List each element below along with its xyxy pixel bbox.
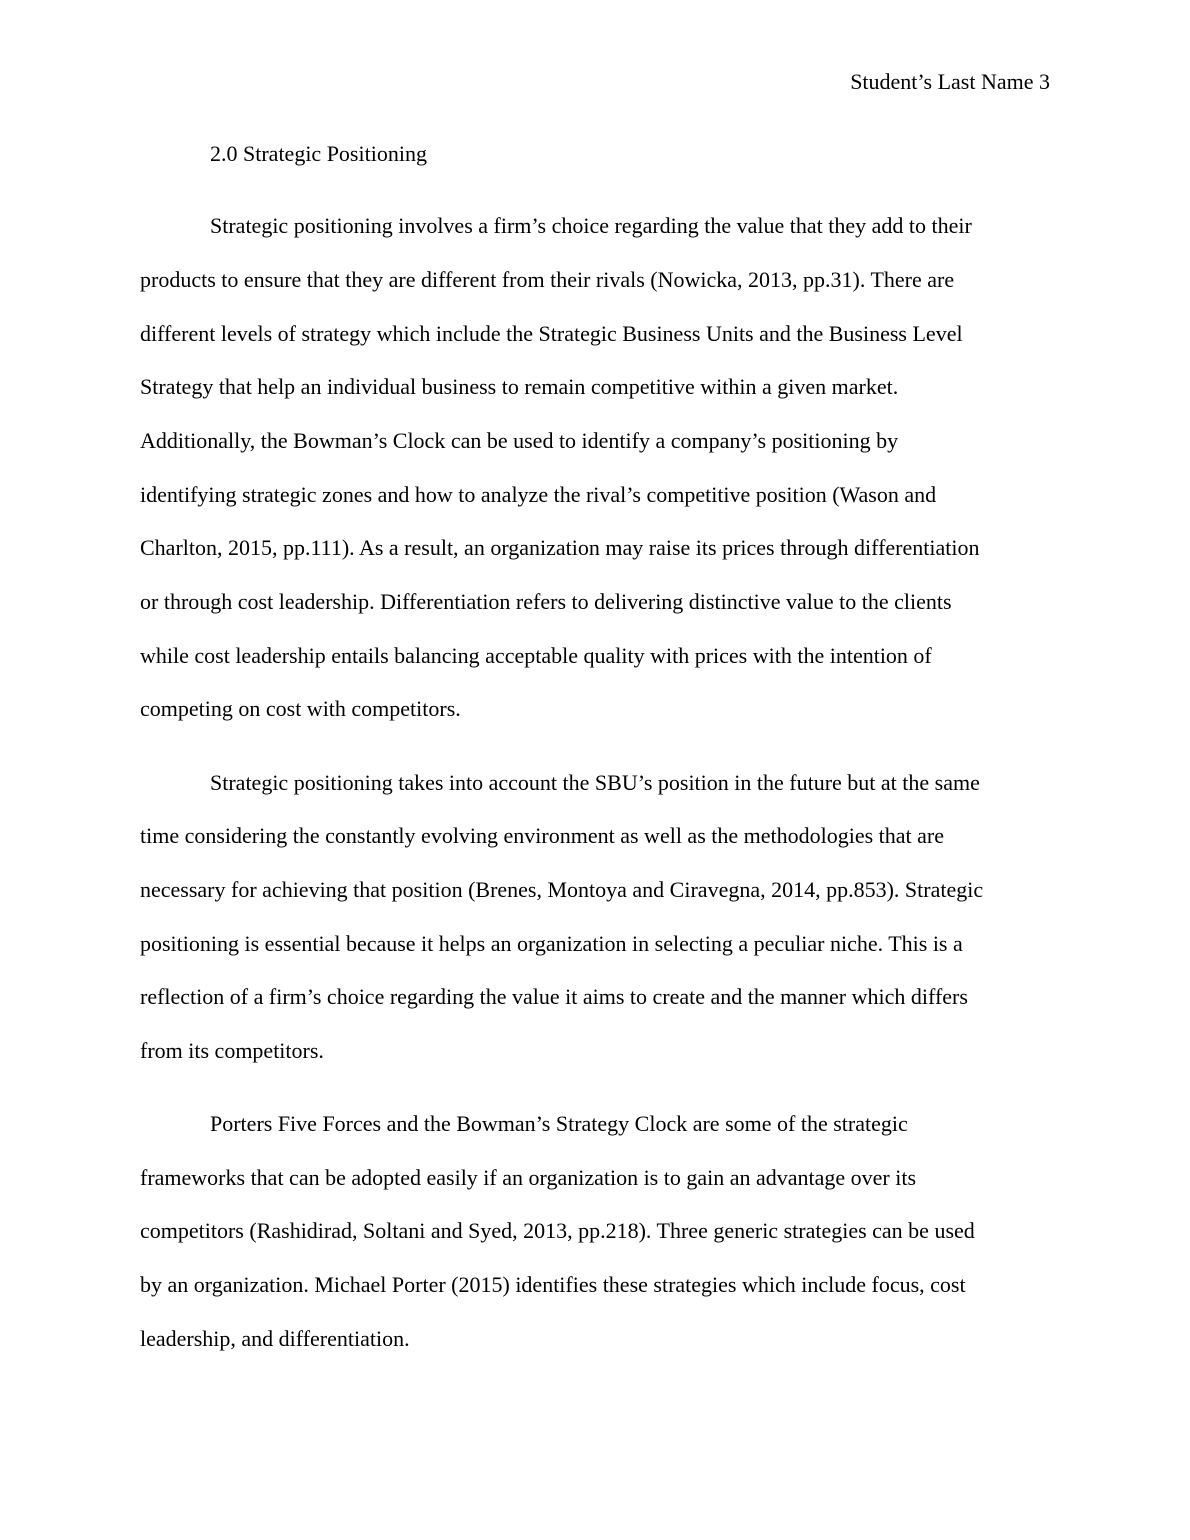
running-head: Student’s Last Name 3 (850, 69, 1050, 94)
paragraph-3-line-3: competitors (Rashidirad, Soltani and Syed, 2013, pp.218). Three generic strategies can be used (140, 1218, 975, 1243)
paragraph-3-line-1: Porters Five Forces and the Bowman’s Strategy Clock are some of the strategic (210, 1111, 908, 1136)
paragraph-1-line-8: or through cost leadership. Differentiation refers to delivering distinctive value to the clients (140, 589, 952, 614)
paragraph-3-line-2: frameworks that can be adopted easily if an organization is to gain an advantage over its (140, 1165, 917, 1190)
paragraph-2-line-3: necessary for achieving that position (Brenes, Montoya and Ciravegna, 2014, pp.853). Strategic (140, 877, 984, 902)
paragraph-1-line-1: Strategic positioning involves a firm’s choice regarding the value that they add to their (210, 213, 972, 238)
paragraph-1-line-9: while cost leadership entails balancing acceptable quality with prices with the intention of (140, 643, 932, 668)
paragraph-2-line-1: Strategic positioning takes into account the SBU’s position in the future but at the same (210, 770, 980, 795)
paragraph-2-line-4: positioning is essential because it helps an organization in selecting a peculiar niche. This is a (140, 931, 963, 956)
paragraph-2-line-5: reflection of a firm’s choice regarding the value it aims to create and the manner which differs (140, 984, 968, 1009)
paragraph-2-line-6: from its competitors. (140, 1038, 324, 1063)
paragraph-1-line-2: products to ensure that they are different from their rivals (Nowicka, 2013, pp.31). There are (140, 267, 955, 292)
paragraph-1-line-6: identifying strategic zones and how to analyze the rival’s competitive position (Wason and (140, 482, 937, 507)
paragraph-1-line-7: Charlton, 2015, pp.111). As a result, an organization may raise its prices through differentiation (140, 535, 980, 560)
paragraph-1-line-3: different levels of strategy which include the Strategic Business Units and the Business Level (140, 321, 963, 346)
paragraph-2-line-2: time considering the constantly evolving environment as well as the methodologies that are (140, 823, 945, 848)
paragraph-3-line-5: leadership, and differentiation. (140, 1326, 410, 1351)
section-heading: 2.0 Strategic Positioning (210, 141, 427, 166)
paragraph-3-line-4: by an organization. Michael Porter (2015) identifies these strategies which include focus, cost (140, 1272, 966, 1297)
paragraph-1-line-5: Additionally, the Bowman’s Clock can be used to identify a company’s positioning by (140, 428, 899, 453)
paragraph-1-line-4: Strategy that help an individual business to remain competitive within a given market. (140, 374, 899, 399)
paragraph-1-line-10: competing on cost with competitors. (140, 696, 461, 721)
